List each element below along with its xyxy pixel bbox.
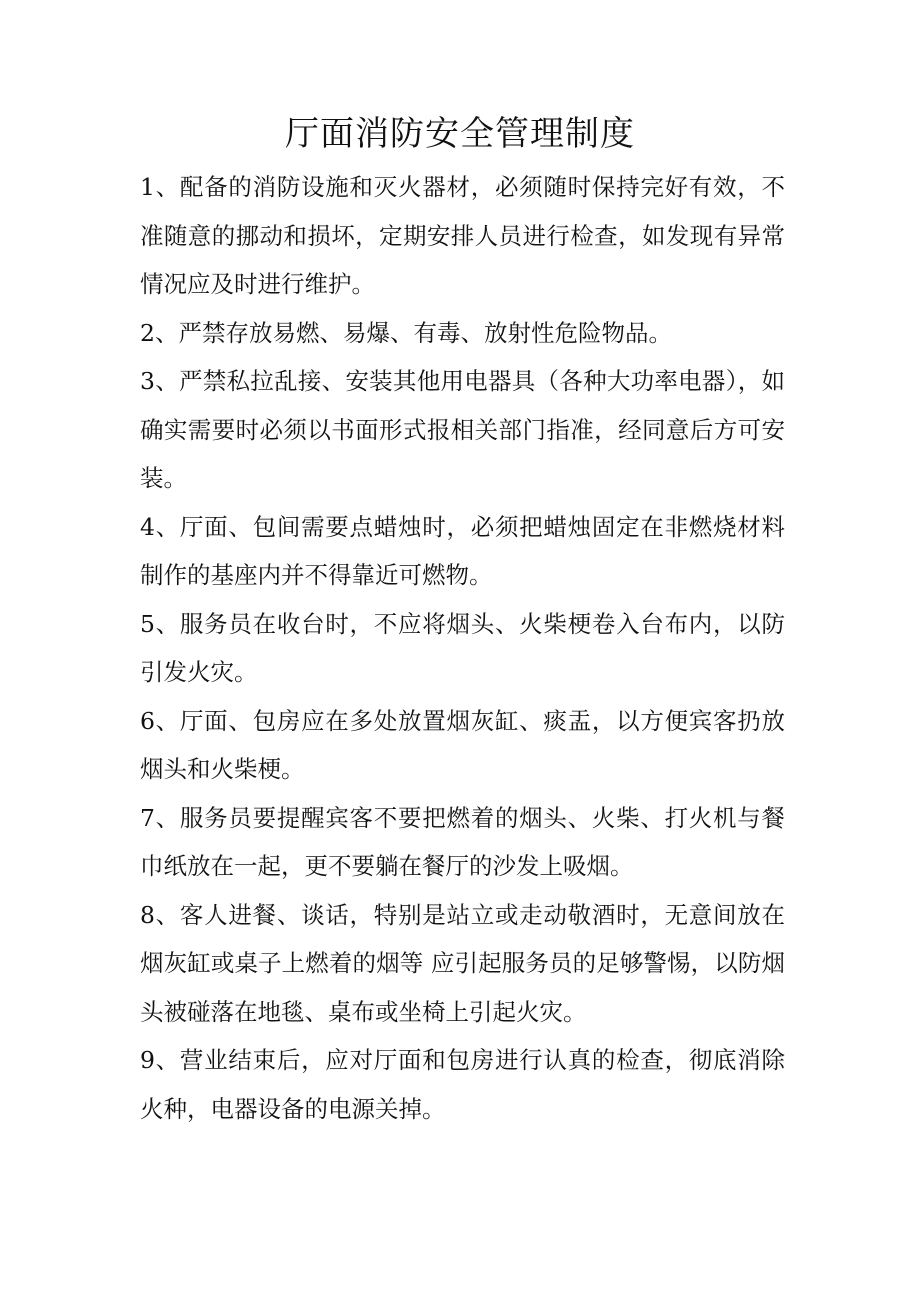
rule-item-1: 1、配备的消防设施和灭火器材，必须随时保持完好有效，不准随意的挪动和损坏，定期安排人员进行检查，如发现有异常情况应及时进行维护。 xyxy=(140,173,785,298)
rule-item-2: 2、严禁存放易燃、易爆、有毒、放射性危险物品。 xyxy=(140,318,672,347)
rule-item-6: 6、厅面、包房应在多处放置烟灰缸、痰盂，以方便宾客扔放烟头和火柴梗。 xyxy=(140,706,785,783)
rules-list xyxy=(140,163,785,1133)
rule-item-7: 7、服务员要提醒宾客不要把燃着的烟头、火柴、打火机与餐巾纸放在一起，更不要躺在餐厅的沙发上吸烟。 xyxy=(140,803,785,880)
rule-item-4: 4、厅面、包间需要点蜡烛时，必须把蜡烛固定在非燃烧材料制作的基座内并不得靠近可燃物。 xyxy=(140,512,785,589)
page-title: 厅面消防安全管理制度 xyxy=(285,114,635,154)
rule-item-8: 8、客人进餐、谈话，特别是站立或走动敬酒时，无意间放在烟灰缸或桌子上燃着的烟等 应引起服务员的足够警惕，以防烟头被碰落在地毯、桌布或坐椅上引起火灾。 xyxy=(140,900,785,1026)
rule-item-5: 5、服务员在收台时，不应将烟头、火柴梗卷入台布内，以防引发火灾。 xyxy=(140,609,785,686)
rule-item-9: 9、营业结束后，应对厅面和包房进行认真的检查，彻底消除火种，电器设备的电源关掉。 xyxy=(140,1046,785,1123)
rule-item-3: 3、严禁私拉乱接、安装其他用电器具（各种大功率电器），如确实需要时必须以书面形式报相关部门指准，经同意后方可安装。 xyxy=(140,367,785,492)
